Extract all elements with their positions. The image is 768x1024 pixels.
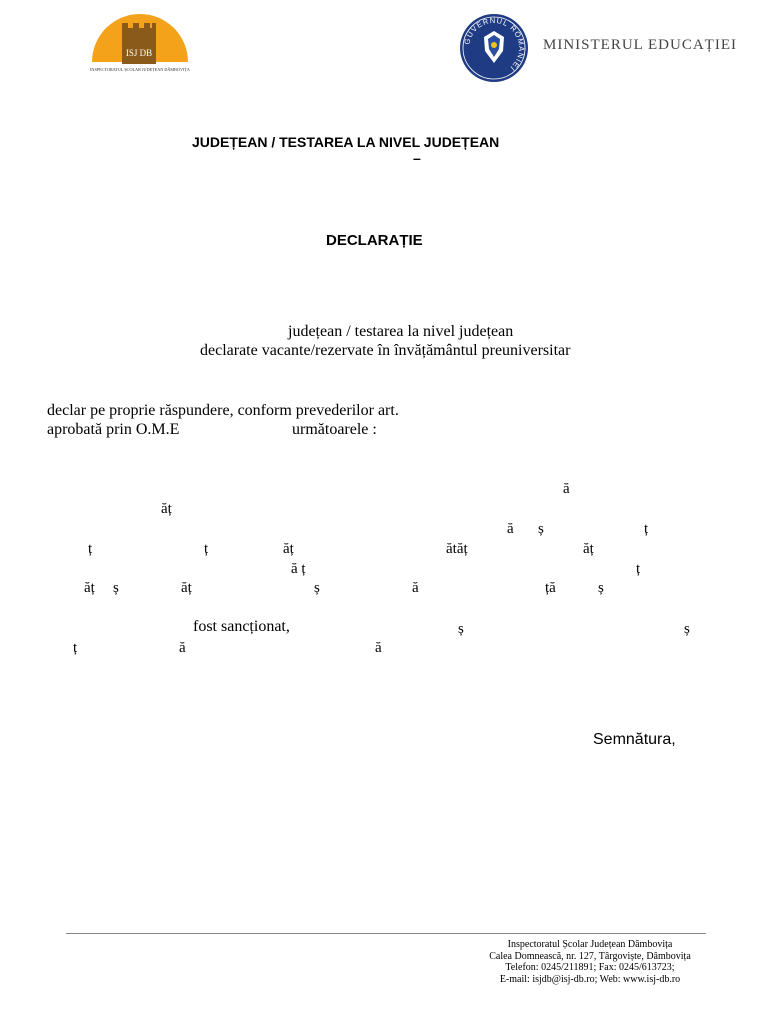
sanction-text: fost sancționat, [193,618,290,635]
text-fragment: ț [73,640,78,656]
isj-logo-text: ISJ DB [125,48,153,58]
text-fragment: ătăț [446,541,468,557]
intro-line2: declarate vacante/rezervate în învățământul preuniversitar [200,342,571,359]
text-fragment: ă [412,580,419,596]
body-line1: declar pe proprie răspundere, conform prevederilor art. [47,402,399,419]
text-fragment: ț [88,541,93,557]
text-fragment: ț [636,561,641,577]
text-fragment: ăț [181,580,192,596]
body-line2-end: următoarele : [292,421,377,438]
isj-logo-caption: INSPECTORATUL ȘCOLAR JUDEȚEAN DÂMBOVIȚA [90,67,190,72]
text-fragment: ăț [161,501,172,517]
footer-line2: Calea Domnească, nr. 127, Târgoviște, Dâmbovița [489,950,691,962]
signature-label: Semnătura, [593,731,676,748]
footer-line4: E-mail: isjdb@isj-db.ro; Web: www.isj-db.ro [499,973,681,985]
text-fragment: ăț [283,541,294,557]
text-fragment: ăț [84,580,95,596]
footer-line3: Telefon: 0245/211891; Fax: 0245/613723; [505,962,675,973]
intro-line1: județean / testarea la nivel județean [288,323,514,340]
isj-logo [88,10,192,74]
text-fragment: ț [644,521,649,537]
heading-dash: – [413,150,421,166]
text-fragment: ș [458,621,464,637]
text-fragment: ț [204,541,209,557]
text-fragment: ș [538,521,544,537]
text-fragment: ăț [583,541,594,557]
isj-logo-tower [122,28,156,64]
text-fragment: ă [375,640,382,656]
body-line2-start: aprobată prin O.M.E [47,421,180,438]
text-fragment: ă [179,640,186,656]
government-seal [459,13,529,83]
heading-line1: JUDEȚEAN / TESTAREA LA NIVEL JUDEȚEAN [192,134,500,150]
footer-contact [470,939,710,985]
text-fragment: ă ț [291,561,306,577]
footer-line1: Inspectoratul Școlar Județean Dâmbovița [507,939,673,950]
document-title: DECLARAȚIE [326,232,423,249]
text-fragment: ță [545,580,556,596]
text-fragment: ă [563,481,570,497]
text-fragment: ă [507,521,514,537]
text-fragment: ș [314,580,320,596]
footer-divider [66,933,706,934]
text-fragment: ș [113,580,119,596]
gov-seal-text: GUVERNUL ROMÂNIEI [462,15,527,74]
text-fragment: ș [598,580,604,596]
ministry-name: MINISTERUL EDUCAȚIEI [543,37,738,53]
text-fragment: ș [684,621,690,637]
